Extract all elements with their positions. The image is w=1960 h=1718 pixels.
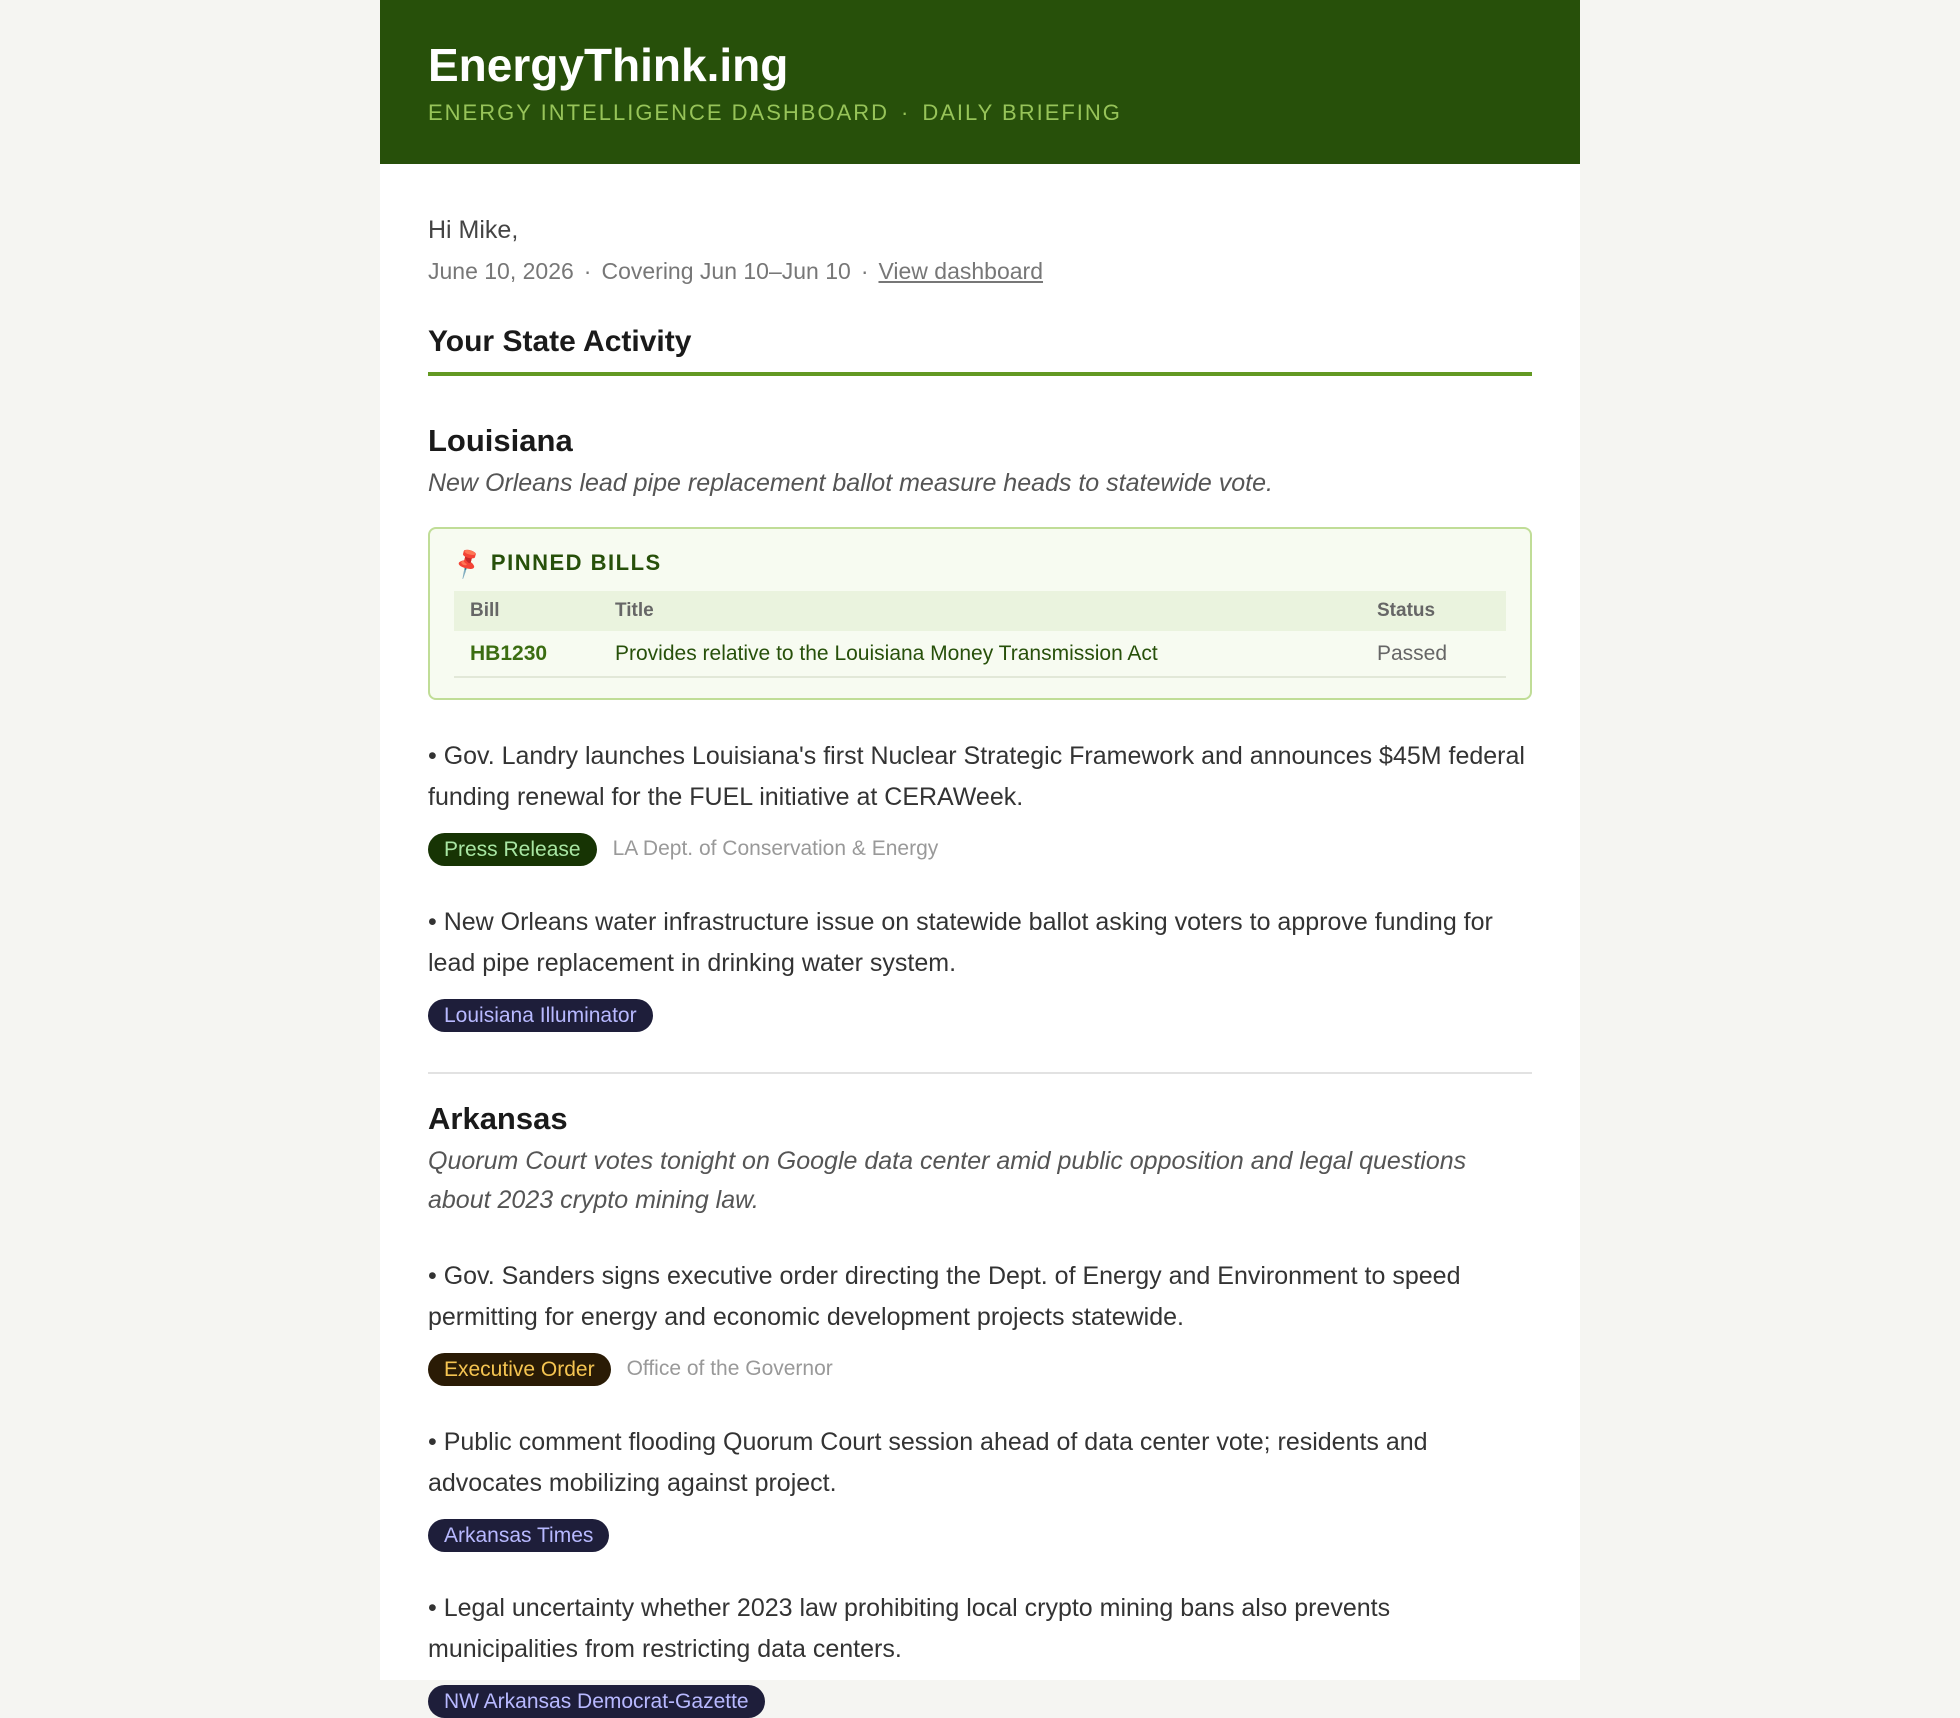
email-content (380, 214, 1580, 1718)
news-item-tags (428, 998, 1532, 1032)
column-header-status: Status (1361, 591, 1506, 631)
news-item-text: • Public comment flooding Quorum Court session ahead of data center vote; residents and advocates mobilizing against project. (428, 1428, 1428, 1497)
news-item (428, 1422, 1532, 1552)
tagline-right: DAILY BRIEFING (922, 100, 1122, 125)
state-divider (428, 1072, 1532, 1074)
source-type-badge[interactable]: Press Release (428, 833, 597, 866)
state-block-louisiana (428, 422, 1532, 1032)
pinned-bills-heading (449, 544, 1506, 581)
source-badge[interactable]: Arkansas Times (428, 1519, 609, 1552)
news-item-text: • Gov. Landry launches Louisiana's first Nuclear Strategic Framework and announces $45M federal funding renewal for the FUEL initiative at CERAWeek. (428, 742, 1525, 811)
pinned-bills-label: PINNED BILLS (490, 550, 662, 575)
pinned-bills-panel (428, 527, 1532, 700)
news-item-text: • New Orleans water infrastructure issue on statewide ballot asking voters to approve funding for lead pipe replacement in drinking water system. (428, 908, 1493, 977)
source-name: LA Dept. of Conservation & Energy (612, 837, 939, 860)
briefing-date: June 10, 2026 (428, 258, 574, 284)
news-item-text: • Gov. Sanders signs executive order directing the Dept. of Energy and Environment to speed permitting for energy and economic development projects statewide. (428, 1262, 1461, 1331)
news-item-tags (428, 1684, 1532, 1718)
tagline-separator: · (901, 100, 911, 125)
news-item (428, 736, 1532, 866)
source-name: Office of the Governor (626, 1357, 833, 1380)
source-badge[interactable]: Louisiana Illuminator (428, 999, 653, 1032)
section-title: Your State Activity (428, 324, 1532, 376)
email-container (380, 0, 1580, 1713)
bill-title[interactable]: Provides relative to the Louisiana Money Transmission Act (599, 631, 1361, 677)
source-type-badge[interactable]: Executive Order (428, 1353, 611, 1386)
pushpin-icon: 📌 (449, 544, 487, 581)
news-item-text: • Legal uncertainty whether 2023 law prohibiting local crypto mining bans also prevents municipalities from restricting data centers. (428, 1594, 1391, 1663)
tagline-left: ENERGY INTELLIGENCE DASHBOARD (428, 100, 890, 125)
meta-line (428, 256, 1532, 286)
source-badge[interactable]: NW Arkansas Democrat-Gazette (428, 1685, 765, 1718)
state-name: Arkansas (428, 1101, 568, 1136)
pinned-bills-table (454, 591, 1506, 678)
meta-separator: · (860, 258, 869, 284)
state-summary: Quorum Court votes tonight on Google data center amid public opposition and legal questions about 2023 crypto mining law. (428, 1147, 1467, 1214)
column-header-title: Title (599, 591, 1361, 631)
state-summary: New Orleans lead pipe replacement ballot measure heads to statewide vote. (428, 469, 1273, 497)
table-header-row (454, 591, 1506, 631)
brand-title: EnergyThink.ing (428, 39, 789, 91)
bill-status: Passed (1361, 631, 1506, 677)
bill-id[interactable]: HB1230 (454, 631, 599, 677)
news-item (428, 1588, 1532, 1718)
news-item-tags (428, 832, 1532, 866)
header-banner (380, 0, 1580, 164)
news-item (428, 902, 1532, 1032)
table-row[interactable] (454, 631, 1506, 677)
news-item-tags (428, 1518, 1532, 1552)
greeting: Hi Mike, (428, 216, 519, 244)
view-dashboard-link[interactable]: View dashboard (878, 258, 1044, 284)
news-item-tags (428, 1352, 1532, 1386)
column-header-bill: Bill (454, 591, 599, 631)
meta-separator: · (583, 258, 592, 284)
state-name: Louisiana (428, 423, 573, 458)
tagline (428, 98, 1532, 128)
coverage-range: Covering Jun 10–Jun 10 (601, 258, 851, 284)
news-item (428, 1256, 1532, 1386)
state-block-arkansas (428, 1100, 1532, 1718)
